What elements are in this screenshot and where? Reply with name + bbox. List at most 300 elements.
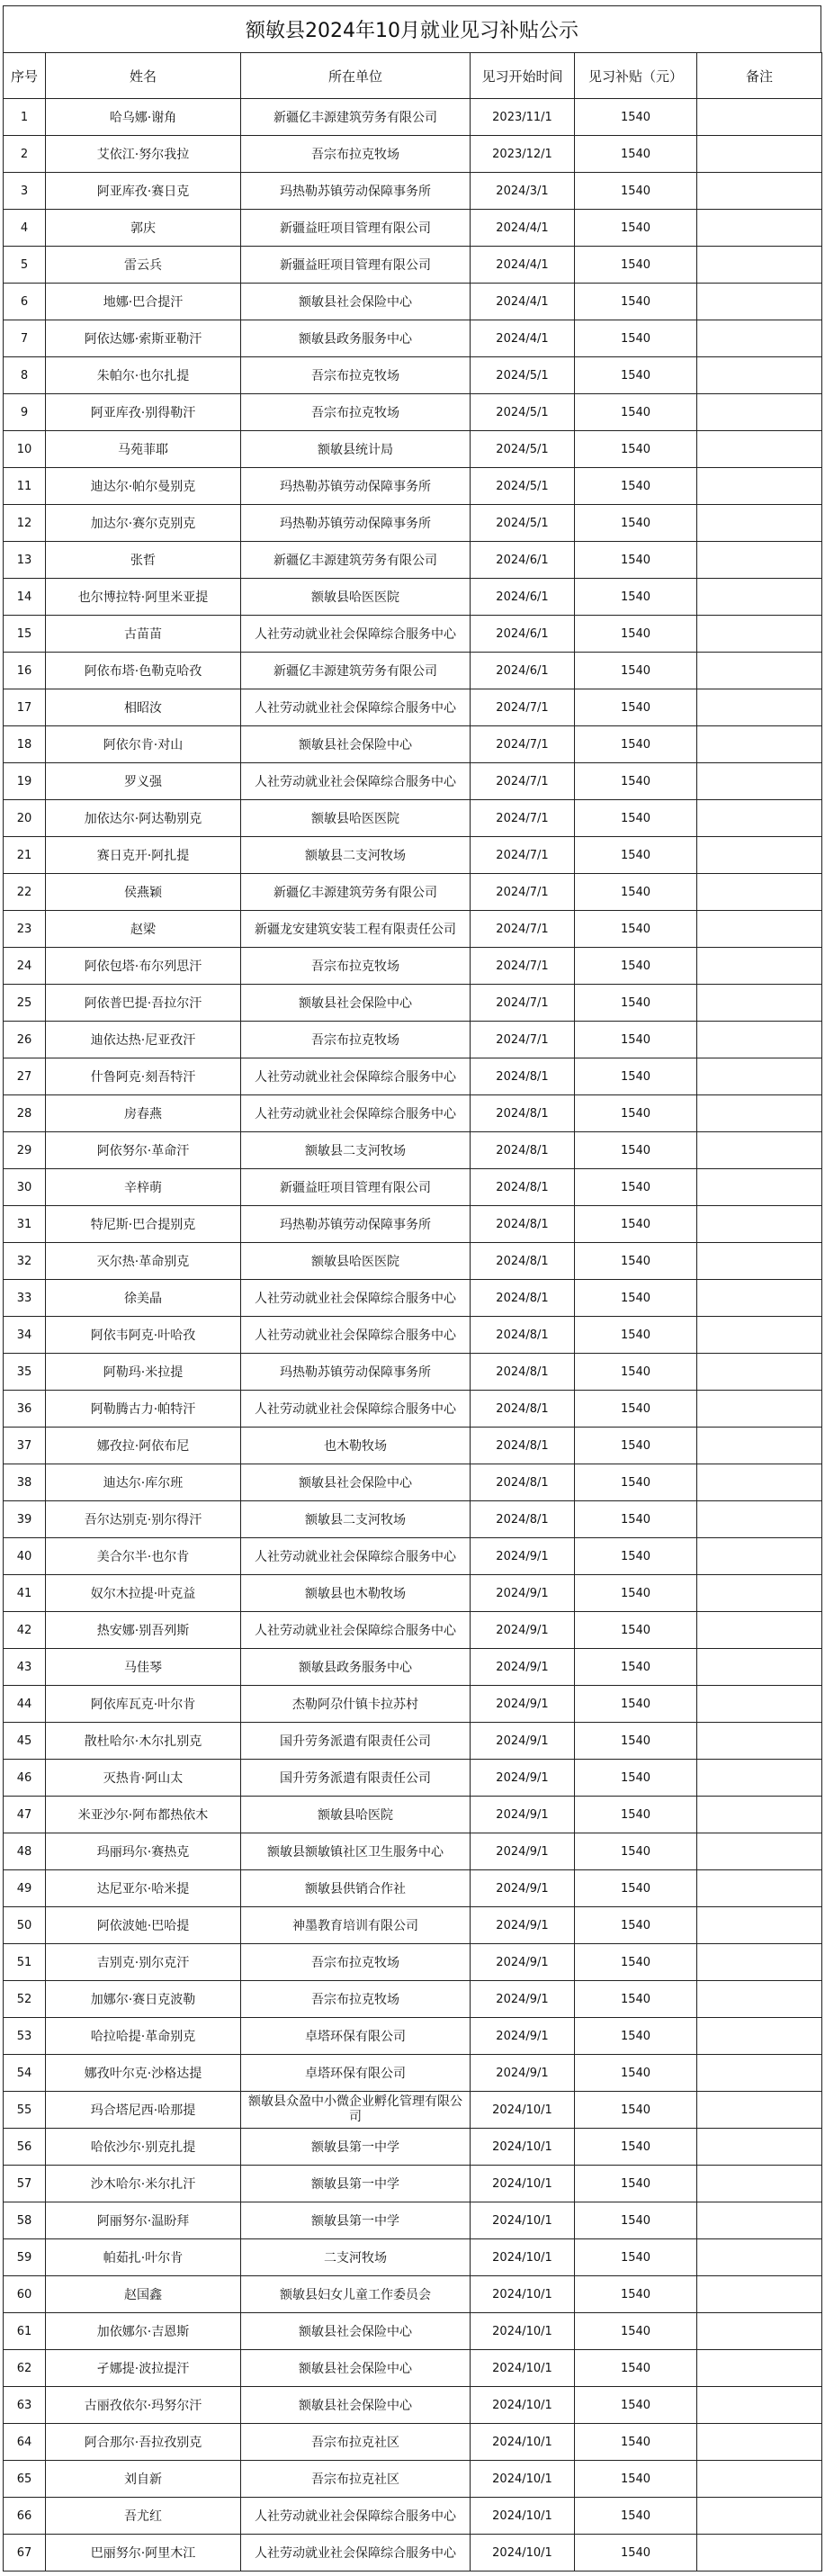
cell-no: 47 [4, 1797, 46, 1833]
table-row [4, 2535, 822, 2571]
cell-start-date: 2024/10/1 [471, 2461, 575, 2498]
cell-no: 59 [4, 2239, 46, 2276]
cell-start-date: 2024/7/1 [471, 800, 575, 837]
cell-name: 迪依达热·尼亚孜汗 [46, 1022, 241, 1058]
cell-note [697, 136, 822, 173]
cell-unit: 玛热勒苏镇劳动保障事务所 [241, 505, 471, 542]
cell-amount: 1540 [575, 542, 697, 579]
cell-name: 阿亚库孜·赛日克 [46, 173, 241, 210]
cell-amount: 1540 [575, 1870, 697, 1907]
cell-note [697, 247, 822, 284]
cell-unit: 吾宗布拉克牧场 [241, 136, 471, 173]
cell-amount: 1540 [575, 1944, 697, 1981]
cell-start-date: 2024/9/1 [471, 1575, 575, 1612]
cell-start-date: 2024/9/1 [471, 1760, 575, 1797]
cell-no: 18 [4, 726, 46, 763]
table-row [4, 505, 822, 542]
cell-no: 66 [4, 2498, 46, 2535]
table-row [4, 1797, 822, 1833]
cell-amount: 1540 [575, 1686, 697, 1723]
cell-amount: 1540 [575, 468, 697, 505]
cell-amount: 1540 [575, 1022, 697, 1058]
cell-note [697, 1501, 822, 1538]
header-note: 备注 [697, 53, 822, 99]
cell-start-date: 2024/9/1 [471, 1686, 575, 1723]
cell-no: 25 [4, 985, 46, 1022]
cell-note [697, 1058, 822, 1095]
cell-note [697, 874, 822, 911]
cell-start-date: 2024/9/1 [471, 1723, 575, 1760]
cell-unit: 吾宗布拉克牧场 [241, 1022, 471, 1058]
cell-note [697, 1870, 822, 1907]
cell-start-date: 2024/8/1 [471, 1243, 575, 1280]
cell-start-date: 2024/5/1 [471, 505, 575, 542]
cell-note [697, 2350, 822, 2387]
cell-note [697, 1022, 822, 1058]
cell-note [697, 726, 822, 763]
table-row [4, 2387, 822, 2424]
cell-start-date: 2024/7/1 [471, 948, 575, 985]
table-row [4, 2092, 822, 2129]
cell-unit: 新疆亿丰源建筑劳务有限公司 [241, 653, 471, 689]
cell-note [697, 1169, 822, 1206]
cell-amount: 1540 [575, 2276, 697, 2313]
cell-start-date: 2024/7/1 [471, 985, 575, 1022]
cell-note [697, 837, 822, 874]
cell-note [697, 2129, 822, 2166]
cell-start-date: 2024/8/1 [471, 1428, 575, 1464]
cell-amount: 1540 [575, 1243, 697, 1280]
cell-no: 39 [4, 1501, 46, 1538]
cell-amount: 1540 [575, 1428, 697, 1464]
cell-amount: 1540 [575, 1354, 697, 1391]
cell-name: 阿依库瓦克·叶尔肯 [46, 1686, 241, 1723]
header-no: 序号 [4, 53, 46, 99]
cell-name: 阿勒玛·米拉提 [46, 1354, 241, 1391]
cell-no: 21 [4, 837, 46, 874]
cell-note [697, 653, 822, 689]
cell-start-date: 2024/5/1 [471, 357, 575, 394]
cell-no: 6 [4, 284, 46, 320]
cell-amount: 1540 [575, 1132, 697, 1169]
cell-no: 27 [4, 1058, 46, 1095]
cell-unit: 额敏县哈医院 [241, 1797, 471, 1833]
cell-start-date: 2024/10/1 [471, 2313, 575, 2350]
cell-note [697, 99, 822, 136]
cell-amount: 1540 [575, 320, 697, 357]
cell-no: 33 [4, 1280, 46, 1317]
cell-no: 40 [4, 1538, 46, 1575]
cell-name: 地娜·巴合提汗 [46, 284, 241, 320]
cell-name: 侯燕颖 [46, 874, 241, 911]
cell-no: 50 [4, 1907, 46, 1944]
cell-unit: 人社劳动就业社会保障综合服务中心 [241, 2535, 471, 2571]
cell-start-date: 2024/8/1 [471, 1464, 575, 1501]
cell-name: 迪达尔·库尔班 [46, 1464, 241, 1501]
cell-no: 53 [4, 2018, 46, 2055]
cell-name: 娜孜叶尔克·沙格达提 [46, 2055, 241, 2092]
cell-note [697, 2018, 822, 2055]
table-row [4, 357, 822, 394]
cell-unit: 神墨教育培训有限公司 [241, 1907, 471, 1944]
cell-amount: 1540 [575, 2535, 697, 2571]
cell-name: 阿依普巴提·吾拉尔汗 [46, 985, 241, 1022]
cell-unit: 二支河牧场 [241, 2239, 471, 2276]
cell-amount: 1540 [575, 284, 697, 320]
cell-amount: 1540 [575, 2424, 697, 2461]
cell-unit: 额敏县社会保险中心 [241, 726, 471, 763]
cell-note [697, 210, 822, 247]
cell-start-date: 2024/3/1 [471, 173, 575, 210]
cell-unit: 人社劳动就业社会保障综合服务中心 [241, 1391, 471, 1428]
cell-unit: 新疆益旺项目管理有限公司 [241, 247, 471, 284]
cell-amount: 1540 [575, 1280, 697, 1317]
table-row [4, 726, 822, 763]
cell-name: 阿依努尔·革命汗 [46, 1132, 241, 1169]
cell-note [697, 2461, 822, 2498]
cell-unit: 额敏县二支河牧场 [241, 1132, 471, 1169]
cell-name: 加依达尔·阿达勒别克 [46, 800, 241, 837]
cell-start-date: 2024/4/1 [471, 210, 575, 247]
cell-note [697, 1206, 822, 1243]
cell-amount: 1540 [575, 1797, 697, 1833]
cell-no: 58 [4, 2202, 46, 2239]
cell-unit: 人社劳动就业社会保障综合服务中心 [241, 763, 471, 800]
table-row [4, 431, 822, 468]
cell-amount: 1540 [575, 874, 697, 911]
cell-note [697, 1723, 822, 1760]
cell-no: 45 [4, 1723, 46, 1760]
cell-no: 35 [4, 1354, 46, 1391]
table-row [4, 542, 822, 579]
table-row [4, 689, 822, 726]
table-row [4, 800, 822, 837]
cell-name: 巴丽努尔·阿里木江 [46, 2535, 241, 2571]
cell-name: 玛丽玛尔·赛热克 [46, 1833, 241, 1870]
cell-note [697, 2239, 822, 2276]
cell-note [697, 505, 822, 542]
cell-unit: 额敏县第一中学 [241, 2166, 471, 2202]
cell-name: 哈乌娜·谢角 [46, 99, 241, 136]
cell-start-date: 2024/10/1 [471, 2350, 575, 2387]
cell-note [697, 1464, 822, 1501]
cell-name: 吉别克·别尔克汗 [46, 1944, 241, 1981]
cell-note [697, 1649, 822, 1686]
cell-name: 加依娜尔·吉恩斯 [46, 2313, 241, 2350]
cell-note [697, 2166, 822, 2202]
cell-amount: 1540 [575, 2202, 697, 2239]
cell-unit: 卓塔环保有限公司 [241, 2018, 471, 2055]
table-row [4, 99, 822, 136]
cell-note [697, 1132, 822, 1169]
cell-note [697, 2313, 822, 2350]
cell-name: 阿依包塔·布尔列思汗 [46, 948, 241, 985]
table-row [4, 173, 822, 210]
cell-unit: 额敏县哈医医院 [241, 1243, 471, 1280]
table-row [4, 1132, 822, 1169]
cell-start-date: 2024/9/1 [471, 1907, 575, 1944]
cell-note [697, 357, 822, 394]
cell-unit: 新疆龙安建筑安装工程有限责任公司 [241, 911, 471, 948]
cell-unit: 额敏县也木勒牧场 [241, 1575, 471, 1612]
cell-amount: 1540 [575, 505, 697, 542]
cell-no: 62 [4, 2350, 46, 2387]
cell-no: 26 [4, 1022, 46, 1058]
table-row [4, 2350, 822, 2387]
cell-amount: 1540 [575, 1464, 697, 1501]
cell-note [697, 985, 822, 1022]
cell-note [697, 1280, 822, 1317]
cell-no: 28 [4, 1095, 46, 1132]
cell-amount: 1540 [575, 2166, 697, 2202]
cell-unit: 新疆亿丰源建筑劳务有限公司 [241, 874, 471, 911]
cell-note [697, 284, 822, 320]
cell-start-date: 2024/6/1 [471, 579, 575, 616]
cell-unit: 额敏县社会保险中心 [241, 1464, 471, 1501]
cell-name: 哈依沙尔·别克扎提 [46, 2129, 241, 2166]
cell-note [697, 1317, 822, 1354]
cell-name: 艾依江·努尔我拉 [46, 136, 241, 173]
cell-note [697, 1391, 822, 1428]
cell-amount: 1540 [575, 1169, 697, 1206]
table-row [4, 1981, 822, 2018]
cell-no: 15 [4, 616, 46, 653]
cell-note [697, 2055, 822, 2092]
cell-note [697, 2535, 822, 2571]
cell-note [697, 763, 822, 800]
cell-start-date: 2024/5/1 [471, 394, 575, 431]
cell-unit: 吾宗布拉克社区 [241, 2424, 471, 2461]
cell-amount: 1540 [575, 616, 697, 653]
cell-start-date: 2024/5/1 [471, 468, 575, 505]
cell-no: 52 [4, 1981, 46, 2018]
cell-note [697, 173, 822, 210]
cell-note [697, 1354, 822, 1391]
table-row [4, 1907, 822, 1944]
cell-amount: 1540 [575, 210, 697, 247]
cell-start-date: 2024/7/1 [471, 837, 575, 874]
cell-name: 马苑菲耶 [46, 431, 241, 468]
cell-name: 也尔博拉特·阿里米亚提 [46, 579, 241, 616]
cell-amount: 1540 [575, 726, 697, 763]
cell-no: 44 [4, 1686, 46, 1723]
cell-unit: 国升劳务派遣有限责任公司 [241, 1760, 471, 1797]
table-row [4, 653, 822, 689]
table-row [4, 2018, 822, 2055]
cell-amount: 1540 [575, 136, 697, 173]
cell-no: 5 [4, 247, 46, 284]
table-row [4, 1243, 822, 1280]
cell-note [697, 1797, 822, 1833]
cell-name: 阿合那尔·吾拉孜别克 [46, 2424, 241, 2461]
cell-no: 9 [4, 394, 46, 431]
cell-note [697, 616, 822, 653]
cell-start-date: 2024/9/1 [471, 1981, 575, 2018]
cell-name: 吾尔达别克·别尔得汗 [46, 1501, 241, 1538]
cell-unit: 国升劳务派遣有限责任公司 [241, 1723, 471, 1760]
cell-note [697, 394, 822, 431]
cell-no: 24 [4, 948, 46, 985]
cell-amount: 1540 [575, 173, 697, 210]
subsidy-table [3, 52, 822, 2571]
cell-start-date: 2024/10/1 [471, 2129, 575, 2166]
cell-name: 阿勒腾古力·帕特汗 [46, 1391, 241, 1428]
cell-note [697, 1907, 822, 1944]
cell-start-date: 2024/7/1 [471, 763, 575, 800]
table-row [4, 2166, 822, 2202]
cell-start-date: 2024/9/1 [471, 1612, 575, 1649]
cell-unit: 卓塔环保有限公司 [241, 2055, 471, 2092]
cell-start-date: 2024/8/1 [471, 1169, 575, 1206]
cell-start-date: 2024/8/1 [471, 1354, 575, 1391]
cell-unit: 人社劳动就业社会保障综合服务中心 [241, 689, 471, 726]
cell-no: 22 [4, 874, 46, 911]
table-row [4, 1354, 822, 1391]
cell-start-date: 2024/7/1 [471, 726, 575, 763]
cell-amount: 1540 [575, 1501, 697, 1538]
table-row [4, 2202, 822, 2239]
table-row [4, 1428, 822, 1464]
cell-amount: 1540 [575, 1095, 697, 1132]
cell-name: 米亚沙尔·阿布都热依木 [46, 1797, 241, 1833]
cell-name: 张哲 [46, 542, 241, 579]
cell-unit: 吾宗布拉克牧场 [241, 948, 471, 985]
table-row [4, 284, 822, 320]
header-start-date: 见习开始时间 [471, 53, 575, 99]
cell-unit: 人社劳动就业社会保障综合服务中心 [241, 1612, 471, 1649]
cell-amount: 1540 [575, 2461, 697, 2498]
cell-unit: 额敏县统计局 [241, 431, 471, 468]
cell-start-date: 2024/4/1 [471, 320, 575, 357]
cell-no: 65 [4, 2461, 46, 2498]
cell-name: 达尼亚尔·哈米提 [46, 1870, 241, 1907]
cell-amount: 1540 [575, 99, 697, 136]
table-row [4, 1538, 822, 1575]
cell-unit: 人社劳动就业社会保障综合服务中心 [241, 1538, 471, 1575]
cell-start-date: 2024/8/1 [471, 1206, 575, 1243]
cell-amount: 1540 [575, 689, 697, 726]
cell-no: 60 [4, 2276, 46, 2313]
cell-no: 37 [4, 1428, 46, 1464]
cell-unit: 额敏县社会保险中心 [241, 284, 471, 320]
cell-no: 54 [4, 2055, 46, 2092]
cell-start-date: 2023/11/1 [471, 99, 575, 136]
cell-start-date: 2024/10/1 [471, 2166, 575, 2202]
cell-no: 3 [4, 173, 46, 210]
cell-unit: 吾宗布拉克社区 [241, 2461, 471, 2498]
cell-name: 朱帕尔·也尔扎提 [46, 357, 241, 394]
cell-amount: 1540 [575, 1981, 697, 2018]
cell-start-date: 2024/10/1 [471, 2239, 575, 2276]
table-row [4, 2313, 822, 2350]
cell-amount: 1540 [575, 579, 697, 616]
cell-note [697, 1981, 822, 2018]
cell-unit: 额敏县社会保险中心 [241, 2313, 471, 2350]
cell-no: 31 [4, 1206, 46, 1243]
cell-no: 29 [4, 1132, 46, 1169]
table-row [4, 468, 822, 505]
cell-amount: 1540 [575, 1575, 697, 1612]
cell-start-date: 2024/8/1 [471, 1317, 575, 1354]
table-row [4, 1612, 822, 1649]
cell-unit: 新疆益旺项目管理有限公司 [241, 210, 471, 247]
cell-start-date: 2024/7/1 [471, 911, 575, 948]
header-name: 姓名 [46, 53, 241, 99]
table-row [4, 985, 822, 1022]
table-row [4, 1686, 822, 1723]
cell-name: 娜孜拉·阿依布尼 [46, 1428, 241, 1464]
cell-name: 阿依布塔·色勒克哈孜 [46, 653, 241, 689]
cell-unit: 额敏县二支河牧场 [241, 837, 471, 874]
cell-amount: 1540 [575, 1833, 697, 1870]
cell-amount: 1540 [575, 1391, 697, 1428]
table-row [4, 2461, 822, 2498]
cell-unit: 杰勒阿尕什镇卡拉苏村 [241, 1686, 471, 1723]
table-row [4, 136, 822, 173]
cell-no: 56 [4, 2129, 46, 2166]
cell-unit: 新疆亿丰源建筑劳务有限公司 [241, 99, 471, 136]
cell-note [697, 2202, 822, 2239]
cell-start-date: 2024/10/1 [471, 2276, 575, 2313]
cell-note [697, 2092, 822, 2129]
table-row [4, 1833, 822, 1870]
cell-unit: 人社劳动就业社会保障综合服务中心 [241, 1058, 471, 1095]
cell-unit: 吾宗布拉克牧场 [241, 357, 471, 394]
cell-unit: 玛热勒苏镇劳动保障事务所 [241, 1354, 471, 1391]
cell-unit: 吾宗布拉克牧场 [241, 1944, 471, 1981]
cell-amount: 1540 [575, 357, 697, 394]
cell-unit: 额敏县政务服务中心 [241, 1649, 471, 1686]
cell-note [697, 468, 822, 505]
table-row [4, 763, 822, 800]
cell-no: 55 [4, 2092, 46, 2129]
cell-start-date: 2024/9/1 [471, 2055, 575, 2092]
cell-start-date: 2024/8/1 [471, 1058, 575, 1095]
cell-start-date: 2024/9/1 [471, 1870, 575, 1907]
cell-no: 17 [4, 689, 46, 726]
cell-amount: 1540 [575, 800, 697, 837]
cell-name: 赛日克开·阿扎提 [46, 837, 241, 874]
table-row [4, 1095, 822, 1132]
cell-note [697, 1428, 822, 1464]
cell-amount: 1540 [575, 431, 697, 468]
cell-unit: 额敏县额敏镇社区卫生服务中心 [241, 1833, 471, 1870]
cell-name: 马佳琴 [46, 1649, 241, 1686]
cell-no: 10 [4, 431, 46, 468]
cell-start-date: 2024/9/1 [471, 1797, 575, 1833]
cell-start-date: 2024/4/1 [471, 247, 575, 284]
cell-no: 1 [4, 99, 46, 136]
cell-note [697, 1944, 822, 1981]
cell-start-date: 2024/10/1 [471, 2535, 575, 2571]
cell-note [697, 1760, 822, 1797]
cell-no: 61 [4, 2313, 46, 2350]
cell-unit: 额敏县第一中学 [241, 2129, 471, 2166]
cell-no: 2 [4, 136, 46, 173]
cell-unit: 额敏县社会保险中心 [241, 2387, 471, 2424]
cell-unit: 额敏县供销合作社 [241, 1870, 471, 1907]
cell-unit: 额敏县社会保险中心 [241, 2350, 471, 2387]
table-row [4, 394, 822, 431]
table-row [4, 247, 822, 284]
cell-amount: 1540 [575, 1317, 697, 1354]
cell-note [697, 1538, 822, 1575]
table-row [4, 1575, 822, 1612]
cell-note [697, 542, 822, 579]
cell-name: 什鲁阿克·刻吾特汗 [46, 1058, 241, 1095]
cell-no: 51 [4, 1944, 46, 1981]
cell-start-date: 2024/10/1 [471, 2424, 575, 2461]
